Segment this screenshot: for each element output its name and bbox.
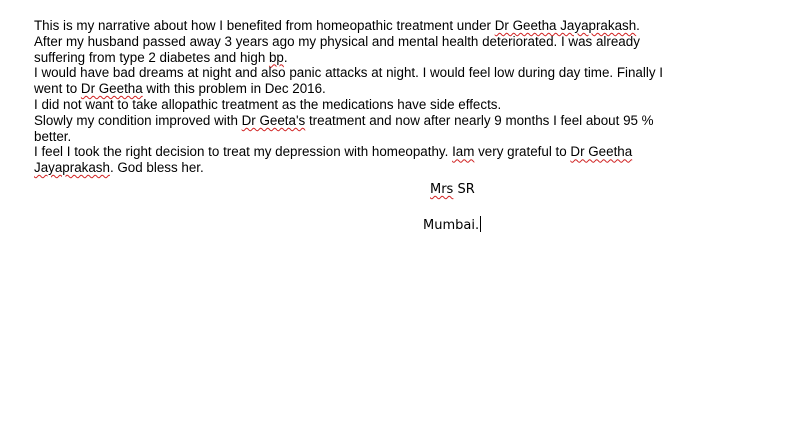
text-segment: with this problem in Dec 2016.: [142, 81, 326, 97]
spellcheck-word: Iam: [452, 144, 475, 160]
signature-name[interactable]: [430, 182, 475, 197]
document-body[interactable]: [34, 18, 734, 176]
text-line: [34, 97, 734, 113]
text-segment: .: [636, 18, 640, 33]
text-segment: suffering from type 2 diabetes and high: [34, 49, 269, 65]
signature-name-prefix: Mrs: [430, 182, 454, 197]
spellcheck-word: Dr Geetha Jayaprakash: [494, 18, 637, 33]
text-line: [34, 65, 734, 81]
text-segment: treatment and now after nearly 9 months I feel about 95 %: [305, 112, 654, 128]
signature-name-rest: SR: [453, 182, 475, 197]
spellcheck-word: Dr Geetha: [570, 144, 633, 160]
text-segment: . God bless her.: [109, 160, 204, 176]
text-line: [34, 113, 734, 129]
text-segment: .: [283, 49, 288, 65]
text-segment: Slowly my condition improved with: [34, 112, 242, 128]
text-line: [34, 50, 734, 66]
text-segment: better.: [34, 128, 72, 144]
signature-city[interactable]: [423, 216, 481, 233]
text-segment: After my husband passed away 3 years ago my physical and mental health deteriorated. I was already: [34, 33, 640, 49]
text-segment: went to: [34, 81, 81, 97]
text-line: [34, 129, 734, 145]
text-line: [34, 18, 734, 34]
text-line: [34, 81, 734, 97]
text-cursor: [480, 216, 481, 232]
text-line: [34, 160, 734, 176]
text-line: [34, 34, 734, 50]
spellcheck-word: bp: [268, 49, 284, 65]
spellcheck-word: Dr Geeta's: [241, 112, 306, 128]
spellcheck-word: Dr Geetha: [80, 81, 143, 97]
text-segment: very grateful to: [474, 144, 571, 160]
text-line: [34, 144, 734, 160]
spellcheck-word: Jayaprakash: [34, 160, 110, 176]
signature-city-text: Mumbai.: [423, 218, 480, 233]
text-segment: I would have bad dreams at night and also panic attacks at night. I would feel low during day time. Finally I: [34, 65, 663, 81]
text-segment: This is my narrative about how I benefited from homeopathic treatment under: [34, 18, 495, 33]
text-segment: I did not want to take allopathic treatment as the medications have side effects.: [34, 96, 502, 112]
text-segment: I feel I took the right decision to treat my depression with homeopathy.: [34, 144, 453, 160]
